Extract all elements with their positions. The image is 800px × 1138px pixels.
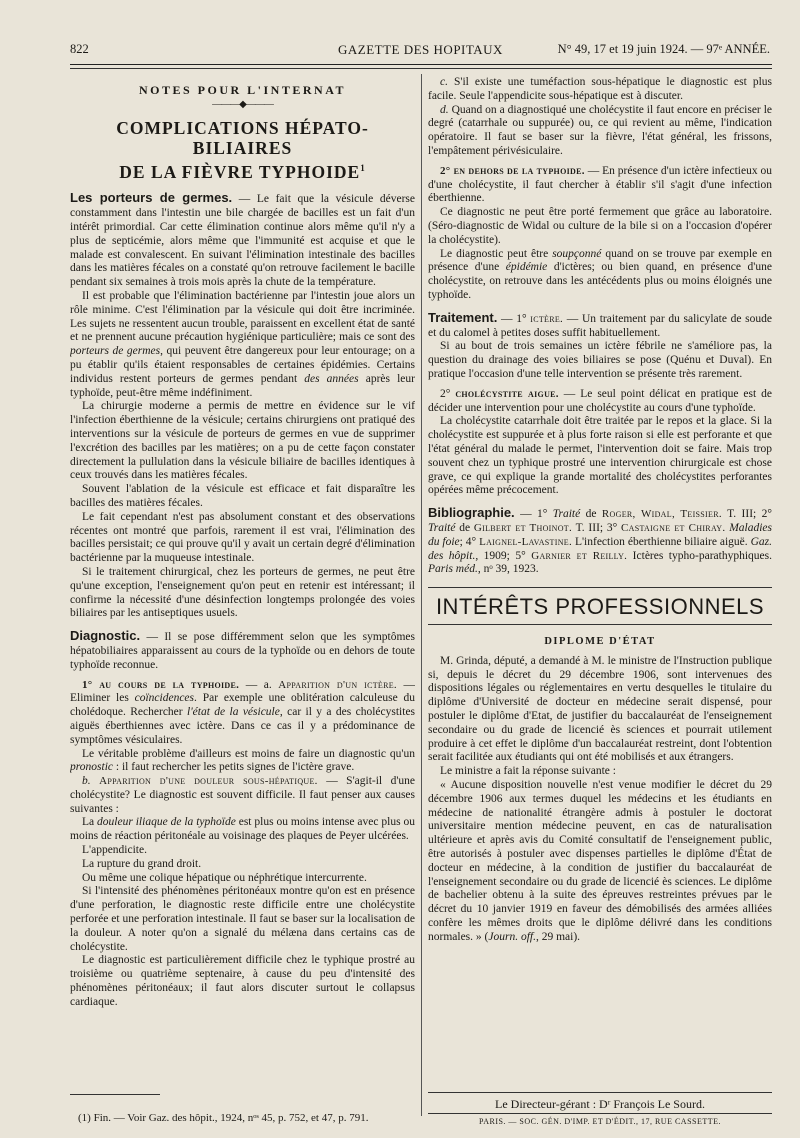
paragraph: c. S'il existe une tuméfaction sous-hépatique le diagnostic est plus facile. Seule l'appendicite sous-hépatique est à discuter. [428, 76, 772, 102]
paragraph: La cholécystite catarrhale doit être traitée par le repos et la glace. Si la cholécystite est suppurée et à plus forte raison si elle est perforante et que l'état général du malade le permet, l'intervention doit se faire. Mais trop souvent chez un typhique prostré une intervention chirurgicale est chose grave, ce qui explique la grande mortalité des cholécystites perforantes opérées même précocement. [428, 415, 772, 497]
running-header [70, 40, 770, 60]
paragraph: La chirurgie moderne a permis de mettre en évidence sur le vif l'infection éberthienne de la vésicule; certains chirurgiens ont pratiqué des interventions sur la vésicule de porteurs de germes en vue de supprimer l'excrétion des bacilles par les matières; on a pu de cette façon constater directement la pullulation dans la vésicule biliaire de bacilles identiques à ceux trouvés dans les matières fécales. [70, 400, 415, 482]
issue-info: N° 49, 17 et 19 juin 1924. — 97ᵉ ANNÉE. [557, 42, 770, 56]
journal-name: GAZETTE DES HOPITAUX [338, 42, 503, 57]
section-heading-porteurs: Les porteurs de germes. [70, 190, 233, 206]
article-title-line1: COMPLICATIONS HÉPATO-BILIAIRES [116, 117, 369, 158]
section-rule [428, 624, 772, 625]
paragraph: 2° cholécystite aigue. — Le seul point délicat en pratique est de décider une intervention pour une cholécystite au cours d'une typhoïde. [428, 387, 772, 414]
paragraph: Si l'intensité des phénomènes péritonéaux montre qu'on est en présence d'une perforation, le diagnostic reste difficile entre une cholécystite perforée et une perforation intestinale. Il faut se baser sur la localisation de la douleur. A noter qu'on a signalé du mélæna dans certains cas de cholécystite. [70, 885, 415, 953]
paragraph: Ou même une colique hépatique ou néphrétique intercurrente. [82, 871, 367, 884]
imprint-rule [428, 1113, 772, 1114]
paragraph: Diagnostic. — Il se pose différemment selon que les symptômes hépatobiliaires apparaissent au cours de la typhoïde ou en dehors de toute typhoïde reconnue. [70, 628, 415, 671]
signature-rule [428, 1092, 772, 1093]
subheading: 1° au cours de la typhoide. [82, 678, 240, 691]
paragraph: Il est probable que l'élimination bactérienne par l'intestin joue alors un rôle minime. C'est l'élimination par la vésicule qui doit être incriminée. Les sujets ne ressentent aucun trouble, paraissent en excellent état de santé et ne prennent aucune précaution hygiénique particulière; mais ce sont des porteurs de germes, qui peuvent être dangereux pour leur entourage; on a pu établir qu'ils étaient responsables de certaines épidémies. Certains individus restent porteurs de germes pendant des années après leur typhoïde, peut-être même indéfiniment. [70, 290, 415, 399]
article-title [70, 118, 415, 182]
paragraph: La rupture du grand droit. [82, 857, 202, 870]
paragraph: Souvent l'ablation de la vésicule est efficace et fait disparaître les bacilles des matières fécales. [70, 483, 415, 509]
subheading: Apparition d'une douleur sous-hépatique. [99, 775, 318, 788]
page-number: 822 [70, 42, 89, 56]
footnote-marker: 1 [360, 162, 366, 173]
section-heading-traitement: Traitement. [428, 309, 498, 325]
paragraph: 1° au cours de la typhoide. — a. Apparition d'un ictère. — Eliminer les coïncidences. Par exemple une oblitération calculeuse du cholédoque. Rechercher l'état de la vésicule, car il y a des cholécystites aiguës éberthiennes avec ictère. Dans ce cas il y a prédominance de symptômes vésiculaires. [70, 678, 415, 746]
header-rule-thin [70, 68, 772, 69]
paragraph: Si au bout de trois semaines un ictère fébrile ne s'améliore pas, la question du drainage des voies biliaires se pose (Quénu et Duval). En pratique l'occasion d'une telle intervention se présente très rarement. [428, 340, 772, 380]
paragraph: Les porteurs de germes. — Le fait que la vésicule déverse constamment dans l'intestin une bile chargée de bacilles est un fait d'un intérêt primordial. Car cette élimination continue alors même qu'il n'y a plus de septicémie, alors même que l'immunité est acquise et que le malade est convalescent. En suivant l'élimination intestinale des bacilles dans les matières fécales on a constaté qu'on retrouve facilement le bacille pendant six semaines à trois mois après la chute de la température. [70, 190, 415, 289]
paragraph: Traitement. — 1° ictère. — Un traitement par du salicylate de soude et du calomel à petites doses suffit habituellement. [428, 309, 772, 339]
paragraph: Le diagnostic est particulièrement difficile chez le typhique prostré au troisième ou quatrième septenaire, à cause du peu d'intensité des phénomènes péritonéaux; il faut alors discuter surtout le collapsus cardiaque. [70, 954, 415, 1008]
section-title-interets: INTÉRÊTS PROFESSIONNELS [435, 594, 765, 620]
paragraph: 2° en dehors de la typhoide. — En présence d'un ictère infectieux ou d'une cholécystite, il faut chercher à établir s'il s'agit d'une infection éberthienne. [428, 164, 772, 205]
paragraph: La douleur iliaque de la typhoïde est plus ou moins intense avec plus ou moins de réaction péritonéale au voisinage des plaques de Peyer ulcérées. [70, 816, 415, 843]
section-rule [428, 587, 772, 588]
section-heading-diagnostic: Diagnostic. [70, 628, 141, 644]
bibliography: Bibliographie. — 1° Traité de Roger, Widal, Teissier. T. III; 2° Traité de Gilbert et Thoinot. T. III; 3° Castaigne et Chiray. Maladies du foie; 4° Laignel-Lavastine. L'infection éberthienne biliaire aiguë. Gaz. des hôpit., 1909; 5° Garnier et Reilly. Ictères typho-parathyphiques. Paris méd., nᵒ 39, 1923. [428, 505, 772, 576]
paragraph: b. Apparition d'une douleur sous-hépatique. — S'agit-il d'une cholécystite? Le diagnostic est souvent difficile. Il faut penser aux causes suivantes : [70, 775, 415, 815]
footnote-rule [70, 1094, 160, 1095]
director-signature: Le Directeur-gérant : Dʳ François Le Sourd. [495, 1097, 705, 1111]
subsection-title: DIPLOME D'ÉTAT [544, 636, 656, 648]
article-title-line2: DE LA FIÈVRE TYPHOIDE [119, 161, 361, 182]
paragraph: Le véritable problème d'ailleurs est moins de faire un diagnostic qu'un pronostic : il faut rechercher les petits signes de l'ictère grave. [70, 747, 415, 774]
paragraph: Le diagnostic peut être soupçonné quand on se trouve par exemple en présence d'une épidémie d'ictères; ou bien quand, en présence d'une cholécystite, on retrouve dans les antécédents plus ou moins éloignés une typhoïde. [428, 247, 772, 301]
paragraph: Si le traitement chirurgical, chez les porteurs de germes, ne peut être qu'une exception, l'enseignement qu'on peut en retenir est intéressant; il confirme la nécessité d'une désinfection longtemps prolongée des voies biliaires par les antiseptiques usuels. [70, 565, 415, 620]
left-column [70, 76, 415, 1066]
paragraph: Le fait cependant n'est pas absolument constant et des observations récentes ont montré que parfois, rarement il est vrai, l'élimination des bacilles persistait; ce qui prouve qu'il y avait un certain degré d'élimination bactérienne par la muqueuse intestinale. [70, 510, 415, 565]
section-heading-bibliographie: Bibliographie. [428, 505, 515, 521]
right-column [428, 76, 772, 1112]
column-divider [421, 74, 422, 1116]
paragraph: Ce diagnostic ne peut être porté fermement que grâce au laboratoire. (Séro-diagnostic de Widal ou culture de la bile si on a l'occasion d'opérer la cholécystite). [428, 206, 772, 246]
printer-imprint: PARIS. — SOC. GÉN. D'IMP. ET D'ÉDIT., 17, RUE CASSETTE. [478, 1117, 722, 1126]
paragraph: « Aucune disposition nouvelle n'est venue modifier le décret du 29 décembre 1906 aux termes duquel les médecins et les étudiants en médecine de nationalité étrangère admis à postuler le doctorat universitaire mention médecine peuvent, en cas de naturalisation ultérieure et après avis du Comité consultatif de l'enseignement public, être autorisés à postuler avec dispenses partielles le diplôme d'État de docteur en médecine, à la condition de justifier du baccalauréat de l'enseignement secondaire ou du grade de licencié ès sciences. Le diplôme de bachelier obtenu à la suite des épreuves restreintes prévues par le décret du 10 janvier 1919 en faveur des démobilisés des armées alliées confère les mêmes droits que le diplôme délivré dans les conditions normales. » (Journ. off., 29 mai). [428, 779, 772, 943]
paragraph: L'appendicite. [82, 844, 147, 857]
paragraph: M. Grinda, député, a demandé à M. le ministre de l'Instruction publique si, depuis le décret du 29 décembre 1906, sont intervenues des dispositions légales ou réglementaires en vertu desquelles le titulaire du diplôme d'Université de docteur en médecine serait dispensé, pour postuler le diplôme d'Etat, de justifier du baccalauréat de l'enseignement secondaire ou du grade de licencié ès sciences et pourrait utilement produire à cet effet le diplôme d'un baccalauréat restreint, dont l'obtention serait facilitée aux étudiants qui ont été mobilisés et aux étrangers. [428, 654, 772, 764]
paragraph: Le ministre a fait la réponse suivante : [440, 765, 616, 778]
subheading: 2° en dehors de la typhoide. [440, 164, 585, 177]
header-rule [70, 64, 772, 65]
subheading: cholécystite aigue. [455, 387, 559, 400]
footnote: (1) Fin. — Voir Gaz. des hôpit., 1924, nᵒˢ 45, p. 752, et 47, p. 791. [78, 1112, 369, 1124]
section-kicker: NOTES POUR L'INTERNAT [139, 83, 346, 97]
ornament: ———◆——— [212, 98, 273, 110]
paragraph: d. Quand on a diagnostiqué une cholécystite il faut encore en préciser le degré (catarrhale ou suppurée) ou, ce qui revient au même, l'indication opératoire. Il faut se baser sur la fièvre, l'état général, les frissons, l'empâtement périvésiculaire. [428, 103, 772, 157]
